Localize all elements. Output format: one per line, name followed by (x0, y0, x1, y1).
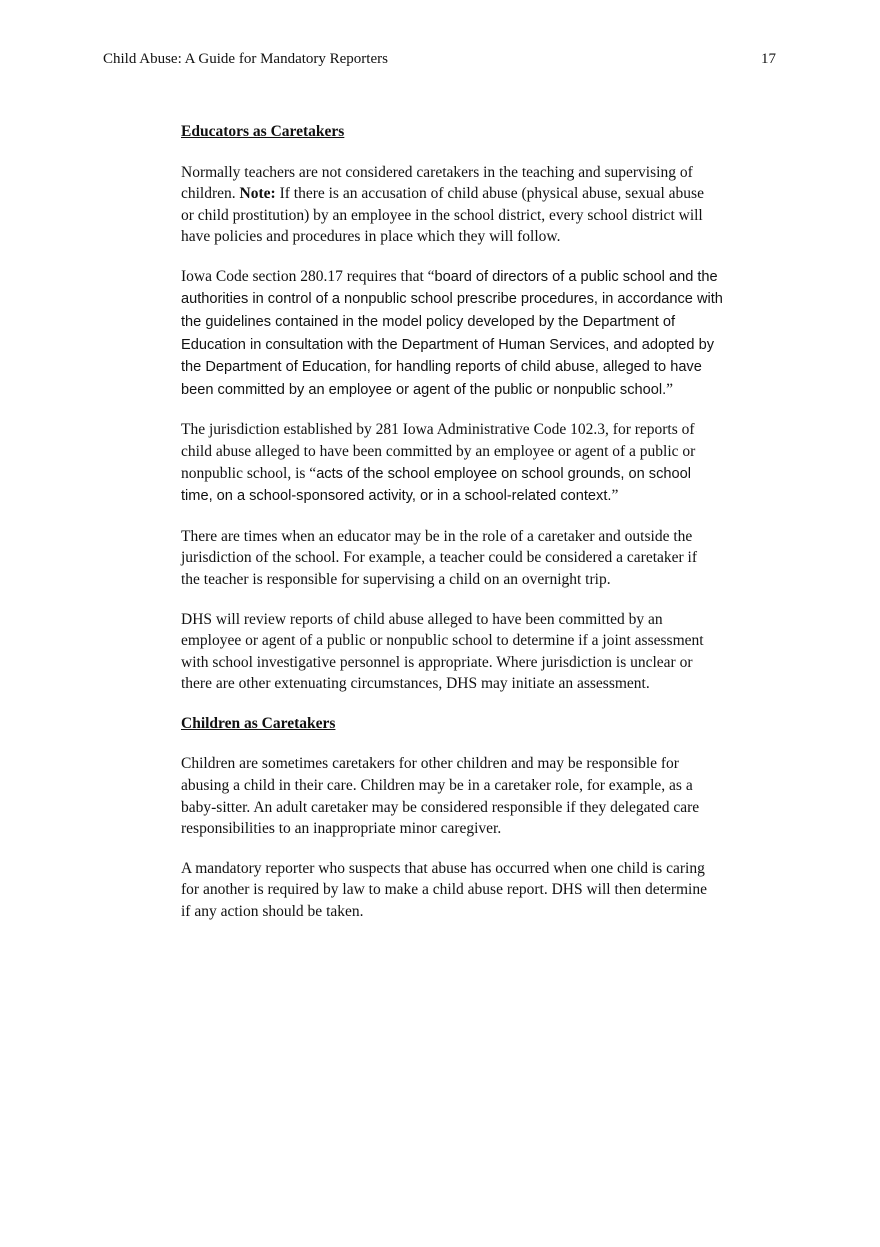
paragraph (181, 609, 781, 695)
paragraph (181, 858, 781, 923)
text-line (181, 547, 781, 569)
text-segment: If there is an accusation of child abuse (physical abuse, sexual abuse (275, 185, 704, 203)
section-heading: Children as Caretakers (181, 714, 336, 732)
text-line (181, 652, 781, 674)
text-segment: Normally teachers are not considered caretakers in the teaching and supervising of (181, 163, 693, 181)
text-line (181, 797, 781, 819)
text-segment: DHS will review reports of child abuse alleged to have been committed by an (181, 610, 663, 628)
section-heading: Educators as Caretakers (181, 123, 345, 140)
paragraph (181, 526, 781, 591)
running-header-title: Child Abuse: A Guide for Mandatory Reporters (103, 51, 388, 67)
page-number: 17 (761, 51, 776, 67)
paragraph (181, 419, 781, 507)
text-line (181, 673, 781, 695)
text-segment: employee or agent of a public or nonpublic school to determine if a joint assessment (181, 632, 704, 650)
text-line (181, 356, 781, 379)
text-line (181, 162, 781, 184)
quoted-text: been committed by an employee or agent of the public or nonpublic school. (181, 381, 667, 398)
page-body (181, 121, 781, 941)
text-segment: child abuse alleged to have been committed by an employee or agent of a public or (181, 443, 696, 461)
text-segment: if any action should be taken. (181, 903, 364, 921)
text-segment: There are times when an educator may be in the role of a caretaker and outside the (181, 527, 693, 545)
text-segment: nonpublic school, is “ (181, 464, 317, 482)
text-segment: the teacher is responsible for supervising a child on an overnight trip. (181, 571, 611, 588)
text-line (181, 818, 781, 840)
text-line (181, 526, 781, 548)
text-line (181, 334, 781, 357)
quoted-text: authorities in control of a nonpublic school prescribe procedures, in accordance with (181, 291, 723, 308)
text-line (181, 858, 781, 880)
text-segment: jurisdiction of the school. For example, a teacher could be considered a caretaker if (181, 549, 698, 567)
text-line (181, 205, 781, 227)
text-line (181, 226, 781, 248)
paragraph (181, 162, 781, 248)
text-line (181, 288, 781, 311)
text-line (181, 775, 781, 797)
paragraph (181, 753, 781, 839)
text-segment: have policies and procedures in place which they will follow. (181, 228, 561, 246)
text-segment: Iowa Code section 280.17 requires that “ (181, 267, 435, 285)
text-line (181, 630, 781, 652)
quoted-text: Education in consultation with the Department of Human Services, and adopted by (181, 336, 714, 353)
text-segment: children. (181, 185, 240, 203)
text-line (181, 609, 781, 631)
bold-label: Note: (239, 185, 276, 203)
paragraph (181, 266, 781, 402)
quoted-text: the Department of Education, for handling reports of child abuse, alleged to have (181, 359, 702, 376)
text-line (181, 266, 781, 289)
text-line (181, 463, 781, 486)
quoted-text: time, on a school-sponsored activity, or in a school-related context. (181, 488, 612, 505)
text-line (181, 379, 781, 402)
text-line (181, 183, 781, 205)
text-segment: for another is required by law to make a child abuse report. DHS will then determine (181, 881, 707, 899)
text-line (181, 879, 781, 901)
text-segment: responsibilities to an inappropriate minor caregiver. (181, 820, 502, 838)
text-segment: baby-sitter. An adult caretaker may be considered responsible if they delegated care (181, 798, 700, 816)
text-segment: with school investigative personnel is appropriate. Where jurisdiction is unclear or (181, 653, 693, 671)
text-line (181, 485, 781, 508)
text-segment: The jurisdiction established by 281 Iowa Administrative Code 102.3, for reports of (181, 421, 695, 439)
quoted-text: acts of the school employee on school grounds, on school (316, 465, 691, 482)
text-line (181, 311, 781, 334)
text-line (181, 753, 781, 775)
text-line (181, 441, 781, 463)
text-segment: A mandatory reporter who suspects that abuse has occurred when one child is caring (181, 859, 705, 877)
text-segment: ” (666, 380, 674, 398)
text-segment: abusing a child in their care. Children may be in a caretaker role, for example, as a (181, 777, 693, 795)
quoted-text: board of directors of a public school and the (434, 268, 718, 285)
text-segment: Children are sometimes caretakers for other children and may be responsible for (181, 755, 679, 773)
quoted-text: the guidelines contained in the model policy developed by the Department of (181, 314, 676, 331)
text-segment: ” (611, 487, 619, 505)
text-segment: or child prostitution) by an employee in the school district, every school district will (181, 206, 703, 224)
text-segment: there are other extenuating circumstances, DHS may initiate an assessment. (181, 675, 650, 693)
text-line (181, 901, 781, 923)
text-line (181, 419, 781, 441)
text-line (181, 569, 781, 591)
